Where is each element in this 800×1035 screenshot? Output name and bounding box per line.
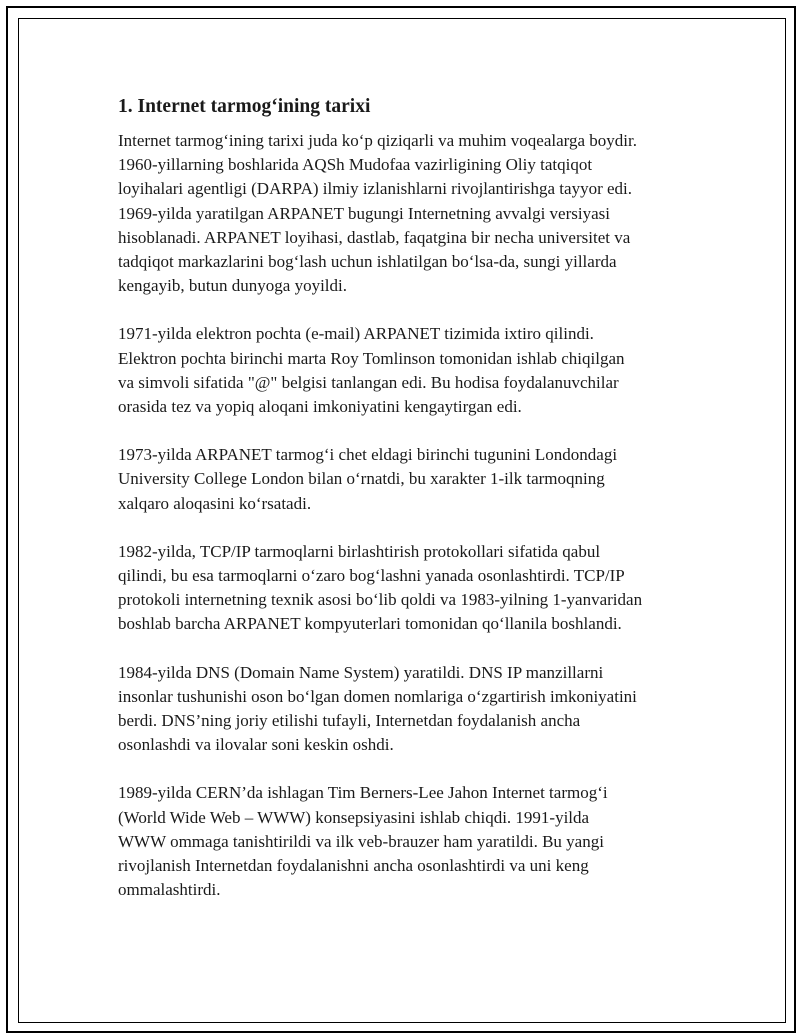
text-line: ommalashtirdi.	[118, 880, 221, 900]
paragraph-5	[118, 661, 698, 758]
text-line: (World Wide Web – WWW) konsepsiyasini ishlab chiqdi. 1991-yilda	[118, 807, 590, 827]
text-line: insonlar tushunishi oson bo‘lgan domen nomlariga o‘zgartirish imkoniyatini	[118, 686, 637, 706]
paragraph-4	[118, 540, 698, 637]
text-line: tadqiqot markazlarini bog‘lash uchun ishlatilgan bo‘lsa-da, sungi yillarda	[118, 252, 617, 272]
text-line: 1989-yilda CERN’da ishlagan Tim Berners-Lee Jahon Internet tarmog‘i	[118, 783, 608, 803]
text-line: orasida tez va yopiq aloqani imkoniyatini kengaytirgan edi.	[118, 397, 522, 417]
text-line: 1960-yillarning boshlarida AQSh Mudofaa vazirligining Oliy tatqiqot	[118, 155, 593, 175]
paragraph-2	[118, 322, 698, 419]
text-line: va simvoli sifatida "@" belgisi tanlangan edi. Bu hodisa foydalanuvchilar	[118, 372, 619, 392]
text-line: xalqaro aloqasini ko‘rsatadi.	[118, 493, 312, 513]
text-line: qilindi, bu esa tarmoqlarni o‘zaro bog‘lashni yanada osonlashtirdi. TCP/IP	[118, 566, 625, 586]
document-body	[118, 95, 698, 926]
text-line: Elektron pochta birinchi marta Roy Tomlinson tomonidan ishlab chiqilgan	[118, 348, 625, 368]
text-line: rivojlanish Internetdan foydalanishni ancha osonlashtirdi va uni keng	[118, 856, 589, 876]
text-line: 1984-yilda DNS (Domain Name System) yaratildi. DNS IP manzillarni	[118, 662, 604, 682]
text-line: boshlab barcha ARPANET kompyuterlari tomonidan qo‘llanila boshlandi.	[118, 614, 622, 634]
text-line: hisoblanadi. ARPANET loyihasi, dastlab, faqatgina bir necha universitet va	[118, 227, 631, 247]
paragraph-1	[118, 129, 698, 298]
text-line: 1982-yilda, TCP/IP tarmoqlarni birlashtirish protokollari sifatida qabul	[118, 541, 601, 561]
paragraph-6	[118, 781, 698, 902]
text-line: osonlashdi va ilovalar soni keskin oshdi.	[118, 735, 394, 755]
text-line: 1969-yilda yaratilgan ARPANET bugungi Internetning avvalgi versiyasi	[118, 203, 610, 223]
text-line: WWW ommaga tanishtirildi va ilk veb-brauzer ham yaratildi. Bu yangi	[118, 831, 604, 851]
text-line: berdi. DNS’ning joriy etilishi tufayli, Internetdan foydalanish ancha	[118, 711, 581, 731]
text-line: protokoli internetning texnik asosi bo‘lib qoldi va 1983-yilning 1-yanvaridan	[118, 590, 643, 610]
text-line: Internet tarmog‘ining tarixi juda ko‘p qiziqarli va muhim voqealarga boydir.	[118, 131, 637, 150]
text-line: 1973-yilda ARPANET tarmog‘i chet eldagi birinchi tugunini Londondagi	[118, 445, 618, 465]
section-heading: 1. Internet tarmog‘ining tarixi	[118, 96, 371, 117]
paragraph-3	[118, 443, 698, 516]
text-line: kengayib, butun dunyoga yoyildi.	[118, 276, 348, 296]
text-line: loyihalari agentligi (DARPA) ilmiy izlanishlarni rivojlantirishga tayyor edi.	[118, 179, 633, 199]
text-line: University College London bilan o‘rnatdi, bu xarakter 1-ilk tarmoqning	[118, 469, 605, 489]
text-line: 1971-yilda elektron pochta (e-mail) ARPANET tizimida ixtiro qilindi.	[118, 324, 594, 344]
